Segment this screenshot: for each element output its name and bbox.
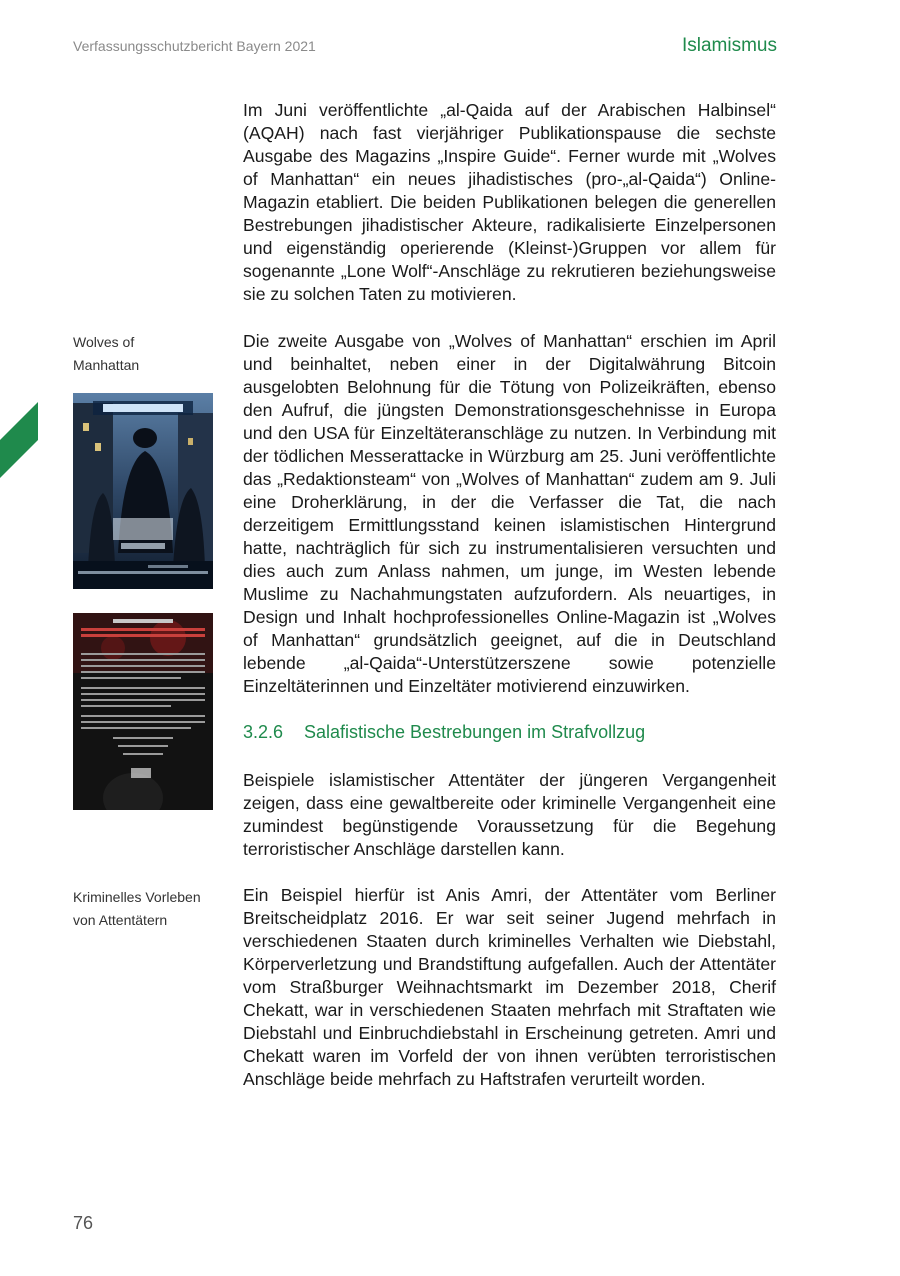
- running-header: Verfassungsschutzbericht Bayern 2021: [73, 38, 316, 54]
- body-text: Ein Beispiel hierfür ist Anis Amri, der Attentäter vom Berliner Breitscheidplatz 2016. Er war seit seiner Jugend mehrfach in verschiedenen Staaten durch kriminelles Verhalten wie Diebstahl, Körperverletzung und Brandstiftung aufgefallen. Auch der Attentäter vom Straßburger Weihnachtsmarkt im Dezember 2018, Cherif Chekatt, war in verschiedenen Staaten mehrfach mit Straftaten wie Diebstahl und Einbruchdiebstahl in Erscheinung getreten. Amri und Chekatt waren im Vorfeld der von ihnen verübten terroristischen Anschläge beide mehrfach zu Haftstrafen verurteilt worden.: [243, 885, 776, 1089]
- body-text: Beispiele islamistischer Attentäter der jüngeren Vergangenheit zeigen, dass eine gewaltbereite oder kriminelle Vergangenheit eine zumindest begünstigende Voraussetzung für die Begehung terroristischer Anschläge darstellen kann.: [243, 770, 776, 859]
- paragraph-wolves: [243, 330, 776, 698]
- page-number: 76: [73, 1213, 94, 1233]
- paragraph-examples: [243, 769, 776, 861]
- heading-title: Salafistische Bestrebungen im Strafvollzug: [304, 722, 646, 742]
- margin-note-line: Manhattan: [73, 357, 140, 373]
- section-heading: [243, 722, 645, 743]
- margin-note-line: Kriminelles Vorleben: [73, 889, 201, 905]
- body-text: Im Juni veröffentlichte „al-Qaida auf der Arabischen Halbinsel“ (AQAH) nach fast vierjähriger Publikationspause die sechste Ausgabe des Magazins „Inspire Guide“. Ferner wurde mit „Wolves of Manhattan“ ein neues jihadistisches (pro-„al-Qaida“) Online-Magazin etabliert. Die beiden Publikationen belegen die generellen Bestrebungen jihadistischer Akteure, radikalisierte Einzelpersonen und eigenständig operierende (Kleinst-)Gruppen vor allem für sogenannte „Lone Wolf“-Anschläge zu rekrutieren beziehungsweise sie zu solchen Taten zu motivieren.: [243, 100, 776, 304]
- chapter-marker-tab: [0, 402, 38, 478]
- paragraph-amri: [243, 884, 776, 1091]
- margin-note-line: Wolves of: [73, 334, 135, 350]
- margin-note-wolves: [73, 331, 223, 377]
- magazine-cover-image: [73, 393, 213, 589]
- magazine-page-image: [73, 613, 213, 810]
- section-title: Islamismus: [681, 35, 777, 56]
- body-text: Die zweite Ausgabe von „Wolves of Manhattan“ erschien im April und beinhaltet, neben einer in der Digitalwährung Bitcoin ausgelobten Belohnung für die Tötung von Polizeikräften, ebenso den Aufruf, die jüngsten Demonstrationsgeschehnisse in Europa und den USA für Einzeltäteranschläge zu nutzen. In Verbindung mit der tödlichen Messerattacke in Würzburg am 25. Juni veröffentlichte das „Redaktionsteam“ von „Wolves of Manhattan“ zudem am 9. Juli eine Droherklärung, in der die Verfasser die Tat, die nach derzeitigem Ermittlungsstand keinen islamistischen Hintergrund hatte, nachträglich für sich zu instrumentalisieren versuchten und dies auch zum Anlass nahmen, um junge, im Westen lebende Muslime zu Nachahmungstaten aufzufordern. Als neuartiges, in Design und Inhalt hochprofessionelles Online-Magazin ist „Wolves of Manhattan“ grundsätzlich geeignet, auf die in Deutschland lebende „al-Qaida“-Unterstützerszene sowie potenzielle Einzeltäterinnen und Einzeltäter motivierend einzuwirken.: [243, 331, 776, 696]
- margin-note-criminal: [73, 886, 223, 932]
- paragraph-intro: [243, 99, 776, 306]
- margin-note-line: von Attentätern: [73, 912, 168, 928]
- heading-number: 3.2.6: [243, 722, 284, 742]
